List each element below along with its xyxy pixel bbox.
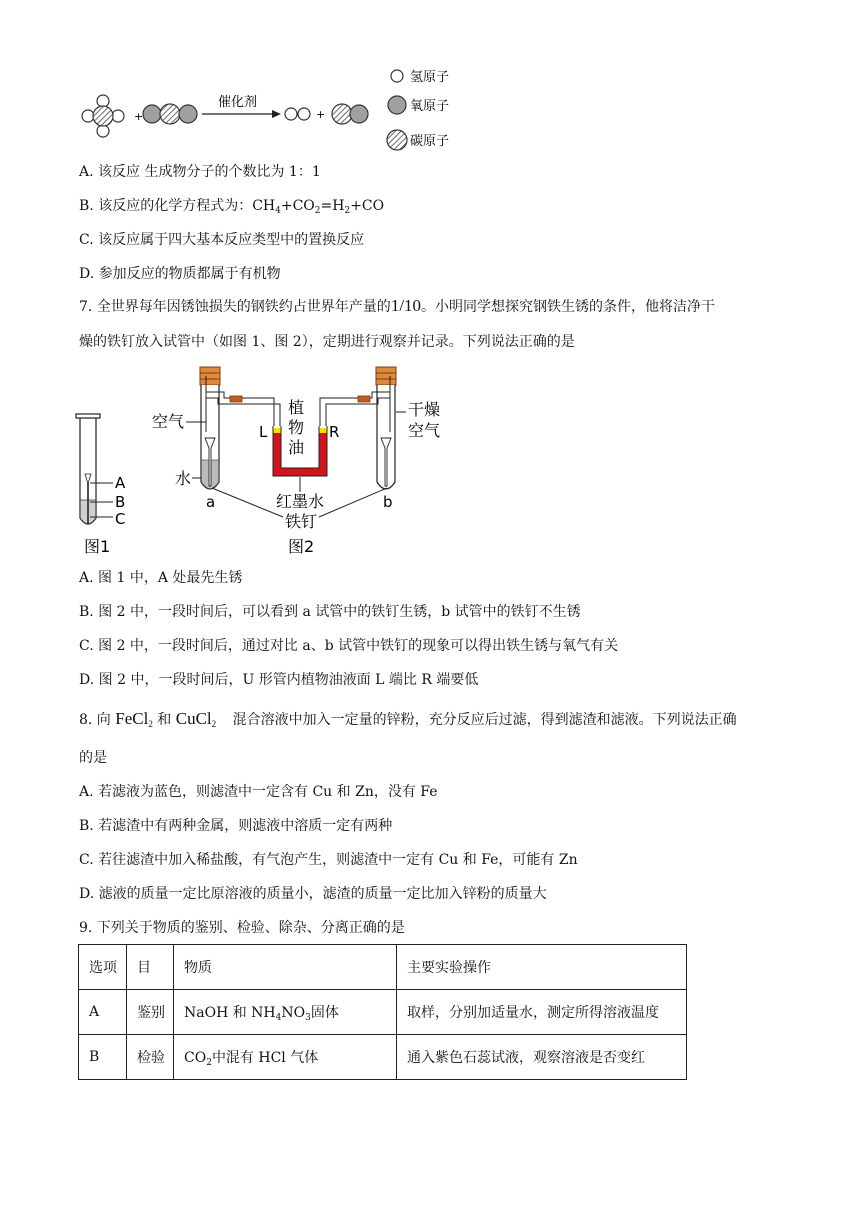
legend-oxygen-label: 氧原子 [410, 99, 450, 114]
option-letter: A. [79, 570, 94, 586]
table-row [79, 1035, 687, 1080]
co2-molecule [143, 104, 197, 124]
cucl2-formula: CuCl$_2$ [175, 709, 217, 729]
q6-option-a [79, 162, 321, 182]
q6-option-c [79, 230, 364, 250]
option-letter: D. [79, 672, 95, 688]
option-letter: C. [79, 232, 94, 248]
option-text: 若往滤渣中加入稀盐酸，有气泡产生，则滤渣中一定有 Cu 和 Fe，可能有 Zn [98, 852, 578, 868]
cell-option: B [79, 1035, 127, 1080]
option-letter: B. [79, 818, 94, 834]
fig1-label-b: B [115, 493, 126, 511]
q7-stem-line1: 7. 全世界每年因锈蚀损失的钢铁约占世界年产量的1/10。小明同学想探究钢铁生锈的条件，他将洁净干 [79, 296, 716, 315]
option-letter: A. [79, 784, 94, 800]
q8-option-d [79, 884, 547, 904]
oil-mark-right [320, 428, 327, 433]
oxygen-legend-icon [388, 96, 406, 114]
fecl2-formula: FeCl$_2$ [115, 709, 153, 729]
q6-option-d [79, 264, 281, 284]
figure2-tube-b [376, 367, 396, 489]
table-row [79, 990, 687, 1035]
q9-stem: 9. 下列关于物质的鉴别、检验、除杂、分离正确的是 [79, 920, 405, 936]
label-r: R [329, 423, 340, 441]
header-operation: 主要实验操作 [397, 945, 687, 990]
label-tube-b: b [383, 493, 393, 511]
methane-molecule [82, 95, 124, 137]
cell-goal: 检验 [127, 1035, 174, 1080]
option-text: 若滤液为蓝色，则滤渣中一定含有 Cu 和 Zn，没有 Fe [98, 784, 438, 800]
fraction-value: 1/10 [390, 296, 422, 315]
option-text: 图 1 中，A 处最先生锈 [98, 570, 243, 586]
cell-operation: 通入紫色石蕊试液，观察溶液是否变红 [397, 1035, 687, 1080]
plus-sign-2: + [316, 108, 326, 121]
label-tube-a: a [206, 493, 216, 511]
option-letter: B. [79, 604, 94, 620]
option-letter: A. [79, 164, 94, 180]
header-substance: 物质 [174, 945, 397, 990]
label-water: 水 [175, 469, 192, 488]
option-letter: B. [79, 198, 94, 214]
legend-carbon-label: 碳原子 [410, 134, 450, 149]
q8-option-b [79, 816, 392, 836]
fig2-caption: 图2 [288, 537, 315, 556]
q8-stem-line1: 8. 向 FeCl$_2$ 和 CuCl$_2$ 混合溶液中加入一定量的锌粉，充分反应后过滤，得到滤渣和滤液。下列说法正确 [79, 709, 737, 729]
option-text: 该反应属于四大基本反应类型中的置换反应 [98, 232, 365, 248]
label-dry-air-1: 干燥 [408, 400, 441, 419]
catalyst-label: 催化剂 [218, 95, 258, 110]
q7-option-a [79, 568, 242, 588]
figure2-tube-a [200, 367, 220, 489]
q9-table [78, 944, 687, 1080]
q7-option-d [79, 670, 478, 690]
figure1-test-tube [76, 414, 113, 524]
q7-option-b [79, 602, 581, 622]
option-letter: C. [79, 852, 94, 868]
q6-option-b [79, 196, 384, 221]
option-text: 图 2 中，一段时间后，U 形管内植物油液面 L 端比 R 端要低 [98, 672, 479, 688]
atom-legend [387, 70, 449, 150]
label-oil-3: 油 [288, 438, 305, 457]
fig1-label-a: A [115, 474, 126, 492]
label-red-ink: 红墨水 [276, 492, 325, 511]
q7-stem-line2: 燥的铁钉放入试管中（如图 1、图 2），定期进行观察并记录。下列说法正确的是 [79, 334, 575, 350]
label-oil-2: 物 [288, 418, 305, 437]
header-option: 选项 [79, 945, 127, 990]
fig1-label-c: C [115, 510, 126, 528]
h2-molecule [285, 108, 310, 120]
q7-option-c [79, 636, 618, 656]
cell-goal: 鉴别 [127, 990, 174, 1035]
option-text: 图 2 中，一段时间后，通过对比 a、b 试管中铁钉的现象可以得出铁生锈与氧气有关 [98, 638, 619, 654]
option-letter: C. [79, 638, 94, 654]
cell-substance: $CO_2$中混有 HCl 气体 [174, 1035, 397, 1080]
label-oil-1: 植 [288, 398, 305, 417]
cell-operation: 取样，分别加适量水，测定所得溶液温度 [397, 990, 687, 1035]
option-text: 图 2 中，一段时间后，可以看到 a 试管中的铁钉生锈，b 试管中的铁钉不生锈 [98, 604, 581, 620]
option-letter: D. [79, 266, 95, 282]
option-text: 该反应的化学方程式为：$CH_4+CO_2=H_2+CO$ [98, 198, 385, 216]
co-molecule [332, 104, 368, 124]
label-nail: 铁钉 [285, 512, 318, 531]
legend-hydrogen-label: 氢原子 [410, 70, 450, 85]
label-l: L [259, 423, 268, 441]
q8-stem-line2: 的是 [79, 750, 107, 766]
header-goal: 目 [127, 945, 174, 990]
q8-option-c [79, 850, 578, 870]
label-air: 空气 [152, 412, 185, 431]
oil-mark-left [274, 428, 281, 433]
option-text: 若滤渣中有两种金属，则滤液中溶质一定有两种 [98, 818, 393, 834]
option-text: 该反应 生成物分子的个数比为 1：1 [98, 164, 321, 180]
table-header-row [79, 945, 687, 990]
reaction-diagram [70, 60, 470, 160]
cell-substance: NaOH 和 $NH_4NO_3$固体 [174, 990, 397, 1035]
option-text: 参加反应的物质都属于有机物 [98, 266, 281, 282]
carbon-legend-icon [387, 130, 407, 150]
plus-sign: + [134, 110, 144, 123]
option-text: 滤液的质量一定比原溶液的质量小，滤渣的质量一定比加入锌粉的质量大 [98, 886, 547, 902]
label-dry-air-2: 空气 [408, 421, 441, 440]
fig1-caption: 图1 [84, 537, 111, 556]
q8-option-a [79, 782, 438, 802]
option-letter: D. [79, 886, 95, 902]
rust-experiment-figure [70, 362, 470, 560]
hydrogen-legend-icon [391, 70, 403, 82]
cell-option: A [79, 990, 127, 1035]
